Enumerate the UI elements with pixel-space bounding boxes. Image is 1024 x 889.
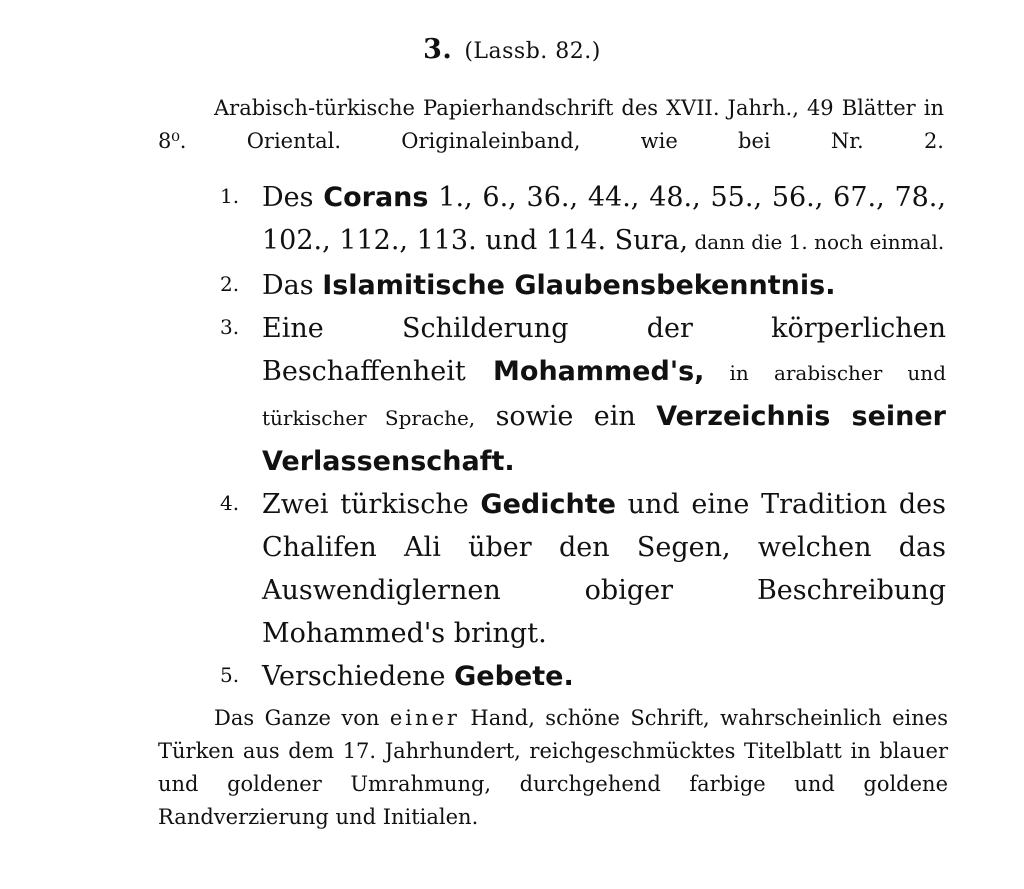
item-text-post: 1., 6., 36., 44., 48., 55., 56., 67., 78., 102., 112., 113. und 114. Sura, [262, 182, 946, 256]
item-text [262, 264, 946, 307]
item-number: 2. [220, 272, 240, 296]
item-bold: Gebete. [454, 661, 574, 692]
intro-paragraph [158, 92, 944, 158]
item-text-pre: Das [262, 270, 323, 301]
closing-text [158, 702, 948, 834]
entry-reference: (Lassb. 82.) [464, 39, 601, 64]
list-item [160, 483, 950, 655]
item-number: 1. [220, 184, 240, 208]
list-item [160, 655, 950, 698]
item-text-pre: Des [262, 182, 324, 213]
item-number: 4. [220, 491, 240, 515]
item-text [262, 655, 946, 698]
item-text [262, 483, 946, 655]
item-text-post: und eine Tradition des Chalifen Ali über den Segen, welchen das Auswendiglernen obiger Beschreibung Mohammed's bringt. [262, 489, 946, 649]
item-number: 5. [220, 663, 240, 687]
closing-text-a: Das Ganze von [214, 706, 390, 730]
closing-paragraph [158, 702, 948, 834]
item-number: 3. [220, 315, 240, 339]
entry-number: 3. [423, 34, 453, 65]
list-item [160, 264, 950, 307]
item-bold-2: Verzeichnis seiner Verlassenschaft. [262, 401, 946, 477]
list-item [160, 176, 950, 264]
item-bold: Corans [323, 182, 429, 213]
item-bold: Islamitische Glaubensbekenntnis. [322, 270, 836, 301]
intro-text: Arabisch-türkische Papierhandschrift des XVII. Jahrh., 49 Blätter in 8⁰. Oriental. Originaleinband, wie bei Nr. 2. [158, 96, 944, 153]
item-text [262, 307, 946, 483]
contents-list [160, 176, 950, 698]
closing-text-b: Hand, schöne Schrift, wahrscheinlich eines Türken aus dem 17. Jahrhundert, reichgeschmücktes Titelblatt in blauer und goldener Umrahmung, durchgehend farbige und goldene Randverzierung und Initialen. [158, 706, 948, 829]
item-text-pre: Verschiedene [262, 661, 455, 692]
item-text-pre: Zwei türkische [262, 489, 481, 520]
item-bold: Mohammed's, [493, 356, 705, 387]
item-text-post: sowie ein [475, 401, 657, 432]
item-text [262, 176, 946, 264]
item-bold: Gedichte [480, 489, 616, 520]
list-item [160, 307, 950, 483]
item-text-pre: Eine Schilderung der körperlichen Beschaffenheit [262, 313, 946, 387]
entry-heading [0, 34, 1024, 65]
item-text-small: in arabischer und türkischer Sprache, [262, 361, 946, 430]
item-text-small: dann die 1. noch einmal. [688, 230, 945, 254]
spaced-word: einer [389, 706, 460, 730]
